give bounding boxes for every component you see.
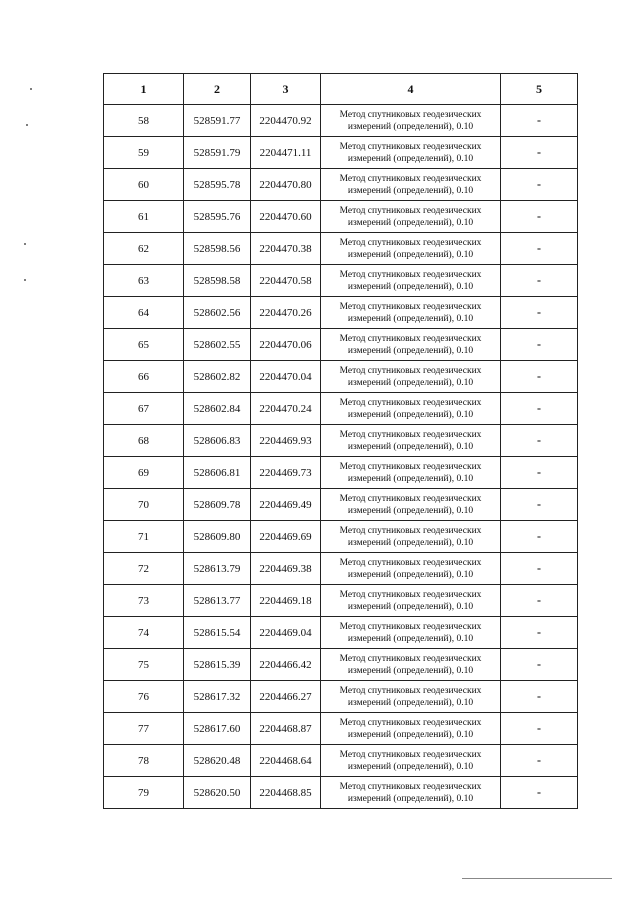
table-row <box>104 681 578 713</box>
column-5-cell: - <box>501 713 578 745</box>
method-text-line-1: Метод спутниковых геодезических <box>339 493 482 504</box>
header-cell-2: 2 <box>184 74 251 105</box>
table-body <box>104 105 578 809</box>
column-5-cell: - <box>501 489 578 521</box>
method-text-line-1: Метод спутниковых геодезических <box>339 109 482 120</box>
method-text-line-1: Метод спутниковых геодезических <box>339 685 482 696</box>
point-number-cell: 70 <box>104 489 184 521</box>
column-5-cell: - <box>501 137 578 169</box>
table-row <box>104 169 578 201</box>
method-cell <box>321 425 501 457</box>
method-cell <box>321 489 501 521</box>
method-text-line-1: Метод спутниковых геодезических <box>339 365 482 376</box>
method-cell <box>321 713 501 745</box>
method-text-line-2: измерений (определений), 0.10 <box>347 793 474 804</box>
method-text-line-1: Метод спутниковых геодезических <box>339 205 482 216</box>
method-text-line-2: измерений (определений), 0.10 <box>347 761 474 772</box>
method-text-line-2: измерений (определений), 0.10 <box>347 185 474 196</box>
method-text-line-1: Метод спутниковых геодезических <box>339 333 482 344</box>
method-text-line-2: измерений (определений), 0.10 <box>347 537 474 548</box>
x-coordinate-cell: 528602.82 <box>184 361 251 393</box>
point-number-cell: 68 <box>104 425 184 457</box>
point-number-cell: 75 <box>104 649 184 681</box>
column-5-cell: - <box>501 585 578 617</box>
table-row <box>104 521 578 553</box>
method-cell <box>321 233 501 265</box>
method-text-line-1: Метод спутниковых геодезических <box>339 589 482 600</box>
y-coordinate-cell: 2204469.49 <box>251 489 321 521</box>
method-text-line-1: Метод спутниковых геодезических <box>339 429 482 440</box>
y-coordinate-cell: 2204470.38 <box>251 233 321 265</box>
y-coordinate-cell: 2204469.18 <box>251 585 321 617</box>
method-cell <box>321 745 501 777</box>
method-text-line-2: измерений (определений), 0.10 <box>347 409 474 420</box>
column-5-cell: - <box>501 297 578 329</box>
y-coordinate-cell: 2204470.80 <box>251 169 321 201</box>
method-text-line-1: Метод спутниковых геодезических <box>339 653 482 664</box>
point-number-cell: 67 <box>104 393 184 425</box>
point-number-cell: 73 <box>104 585 184 617</box>
x-coordinate-cell: 528595.78 <box>184 169 251 201</box>
header-cell-4: 4 <box>321 74 501 105</box>
method-text-line-1: Метод спутниковых геодезических <box>339 461 482 472</box>
x-coordinate-cell: 528598.56 <box>184 233 251 265</box>
column-5-cell: - <box>501 745 578 777</box>
x-coordinate-cell: 528617.32 <box>184 681 251 713</box>
column-5-cell: - <box>501 393 578 425</box>
scan-artifact-dot <box>24 279 26 281</box>
method-text-line-1: Метод спутниковых геодезических <box>339 269 482 280</box>
scan-artifact-dot <box>24 243 26 245</box>
method-cell <box>321 265 501 297</box>
method-text-line-2: измерений (определений), 0.10 <box>347 665 474 676</box>
method-text-line-1: Метод спутниковых геодезических <box>339 397 482 408</box>
method-text-line-1: Метод спутниковых геодезических <box>339 621 482 632</box>
x-coordinate-cell: 528602.84 <box>184 393 251 425</box>
table-row <box>104 745 578 777</box>
x-coordinate-cell: 528606.81 <box>184 457 251 489</box>
column-5-cell: - <box>501 201 578 233</box>
table-row <box>104 585 578 617</box>
column-5-cell: - <box>501 777 578 809</box>
method-text-line-2: измерений (определений), 0.10 <box>347 697 474 708</box>
y-coordinate-cell: 2204470.06 <box>251 329 321 361</box>
table-row <box>104 393 578 425</box>
point-number-cell: 62 <box>104 233 184 265</box>
y-coordinate-cell: 2204468.87 <box>251 713 321 745</box>
x-coordinate-cell: 528595.76 <box>184 201 251 233</box>
method-cell <box>321 585 501 617</box>
method-cell <box>321 105 501 137</box>
method-text-line-2: измерений (определений), 0.10 <box>347 473 474 484</box>
point-number-cell: 69 <box>104 457 184 489</box>
y-coordinate-cell: 2204470.58 <box>251 265 321 297</box>
point-number-cell: 59 <box>104 137 184 169</box>
table-row <box>104 713 578 745</box>
y-coordinate-cell: 2204468.64 <box>251 745 321 777</box>
table-row <box>104 425 578 457</box>
method-text-line-2: измерений (определений), 0.10 <box>347 153 474 164</box>
table-row <box>104 777 578 809</box>
scan-artifact-line <box>462 878 612 879</box>
method-cell <box>321 553 501 585</box>
point-number-cell: 64 <box>104 297 184 329</box>
x-coordinate-cell: 528602.56 <box>184 297 251 329</box>
column-5-cell: - <box>501 681 578 713</box>
table-row <box>104 489 578 521</box>
method-cell <box>321 169 501 201</box>
point-number-cell: 65 <box>104 329 184 361</box>
method-text-line-1: Метод спутниковых геодезических <box>339 173 482 184</box>
scan-artifact-dot <box>30 88 32 90</box>
y-coordinate-cell: 2204468.85 <box>251 777 321 809</box>
method-cell <box>321 201 501 233</box>
y-coordinate-cell: 2204469.73 <box>251 457 321 489</box>
method-text-line-2: измерений (определений), 0.10 <box>347 601 474 612</box>
x-coordinate-cell: 528617.60 <box>184 713 251 745</box>
method-text-line-2: измерений (определений), 0.10 <box>347 633 474 644</box>
table-row <box>104 297 578 329</box>
table-header <box>104 74 578 105</box>
y-coordinate-cell: 2204470.92 <box>251 105 321 137</box>
column-5-cell: - <box>501 457 578 489</box>
x-coordinate-cell: 528615.39 <box>184 649 251 681</box>
coordinates-table <box>103 73 578 809</box>
y-coordinate-cell: 2204471.11 <box>251 137 321 169</box>
method-cell <box>321 393 501 425</box>
column-5-cell: - <box>501 169 578 201</box>
method-text-line-2: измерений (определений), 0.10 <box>347 281 474 292</box>
point-number-cell: 63 <box>104 265 184 297</box>
column-5-cell: - <box>501 361 578 393</box>
table-row <box>104 265 578 297</box>
x-coordinate-cell: 528606.83 <box>184 425 251 457</box>
method-cell <box>321 297 501 329</box>
method-text-line-2: измерений (определений), 0.10 <box>347 345 474 356</box>
header-row <box>104 74 578 105</box>
method-text-line-1: Метод спутниковых геодезических <box>339 237 482 248</box>
y-coordinate-cell: 2204470.24 <box>251 393 321 425</box>
method-text-line-1: Метод спутниковых геодезических <box>339 141 482 152</box>
table-row <box>104 233 578 265</box>
method-text-line-2: измерений (определений), 0.10 <box>347 569 474 580</box>
method-text-line-1: Метод спутниковых геодезических <box>339 717 482 728</box>
method-cell <box>321 137 501 169</box>
x-coordinate-cell: 528602.55 <box>184 329 251 361</box>
method-text-line-2: измерений (определений), 0.10 <box>347 729 474 740</box>
method-cell <box>321 329 501 361</box>
method-text-line-2: измерений (определений), 0.10 <box>347 217 474 228</box>
method-text-line-2: измерений (определений), 0.10 <box>347 505 474 516</box>
x-coordinate-cell: 528609.80 <box>184 521 251 553</box>
method-text-line-1: Метод спутниковых геодезических <box>339 781 482 792</box>
method-text-line-2: измерений (определений), 0.10 <box>347 377 474 388</box>
method-cell <box>321 457 501 489</box>
y-coordinate-cell: 2204466.27 <box>251 681 321 713</box>
table-row <box>104 137 578 169</box>
x-coordinate-cell: 528591.79 <box>184 137 251 169</box>
point-number-cell: 60 <box>104 169 184 201</box>
column-5-cell: - <box>501 553 578 585</box>
scan-artifact-dot <box>26 124 28 126</box>
point-number-cell: 61 <box>104 201 184 233</box>
column-5-cell: - <box>501 233 578 265</box>
method-text-line-2: измерений (определений), 0.10 <box>347 313 474 324</box>
table-row <box>104 553 578 585</box>
method-text-line-1: Метод спутниковых геодезических <box>339 749 482 760</box>
method-cell <box>321 681 501 713</box>
method-cell <box>321 617 501 649</box>
table-row <box>104 649 578 681</box>
x-coordinate-cell: 528615.54 <box>184 617 251 649</box>
point-number-cell: 77 <box>104 713 184 745</box>
table-row <box>104 329 578 361</box>
y-coordinate-cell: 2204469.69 <box>251 521 321 553</box>
table-row <box>104 105 578 137</box>
y-coordinate-cell: 2204470.26 <box>251 297 321 329</box>
y-coordinate-cell: 2204469.93 <box>251 425 321 457</box>
y-coordinate-cell: 2204470.04 <box>251 361 321 393</box>
table-row <box>104 201 578 233</box>
column-5-cell: - <box>501 617 578 649</box>
x-coordinate-cell: 528613.79 <box>184 553 251 585</box>
method-cell <box>321 777 501 809</box>
column-5-cell: - <box>501 521 578 553</box>
table-row <box>104 361 578 393</box>
header-cell-5: 5 <box>501 74 578 105</box>
method-cell <box>321 649 501 681</box>
header-cell-3: 3 <box>251 74 321 105</box>
point-number-cell: 76 <box>104 681 184 713</box>
method-text-line-1: Метод спутниковых геодезических <box>339 301 482 312</box>
x-coordinate-cell: 528620.50 <box>184 777 251 809</box>
method-cell <box>321 361 501 393</box>
method-text-line-2: измерений (определений), 0.10 <box>347 121 474 132</box>
header-cell-1: 1 <box>104 74 184 105</box>
point-number-cell: 71 <box>104 521 184 553</box>
y-coordinate-cell: 2204470.60 <box>251 201 321 233</box>
method-text-line-2: измерений (определений), 0.10 <box>347 441 474 452</box>
x-coordinate-cell: 528613.77 <box>184 585 251 617</box>
column-5-cell: - <box>501 649 578 681</box>
y-coordinate-cell: 2204469.38 <box>251 553 321 585</box>
method-text-line-1: Метод спутниковых геодезических <box>339 525 482 536</box>
method-text-line-1: Метод спутниковых геодезических <box>339 557 482 568</box>
x-coordinate-cell: 528609.78 <box>184 489 251 521</box>
column-5-cell: - <box>501 105 578 137</box>
y-coordinate-cell: 2204469.04 <box>251 617 321 649</box>
column-5-cell: - <box>501 425 578 457</box>
x-coordinate-cell: 528620.48 <box>184 745 251 777</box>
method-cell <box>321 521 501 553</box>
column-5-cell: - <box>501 329 578 361</box>
table-row <box>104 617 578 649</box>
point-number-cell: 74 <box>104 617 184 649</box>
table-row <box>104 457 578 489</box>
point-number-cell: 78 <box>104 745 184 777</box>
point-number-cell: 79 <box>104 777 184 809</box>
x-coordinate-cell: 528598.58 <box>184 265 251 297</box>
point-number-cell: 72 <box>104 553 184 585</box>
point-number-cell: 66 <box>104 361 184 393</box>
x-coordinate-cell: 528591.77 <box>184 105 251 137</box>
y-coordinate-cell: 2204466.42 <box>251 649 321 681</box>
method-text-line-2: измерений (определений), 0.10 <box>347 249 474 260</box>
column-5-cell: - <box>501 265 578 297</box>
point-number-cell: 58 <box>104 105 184 137</box>
